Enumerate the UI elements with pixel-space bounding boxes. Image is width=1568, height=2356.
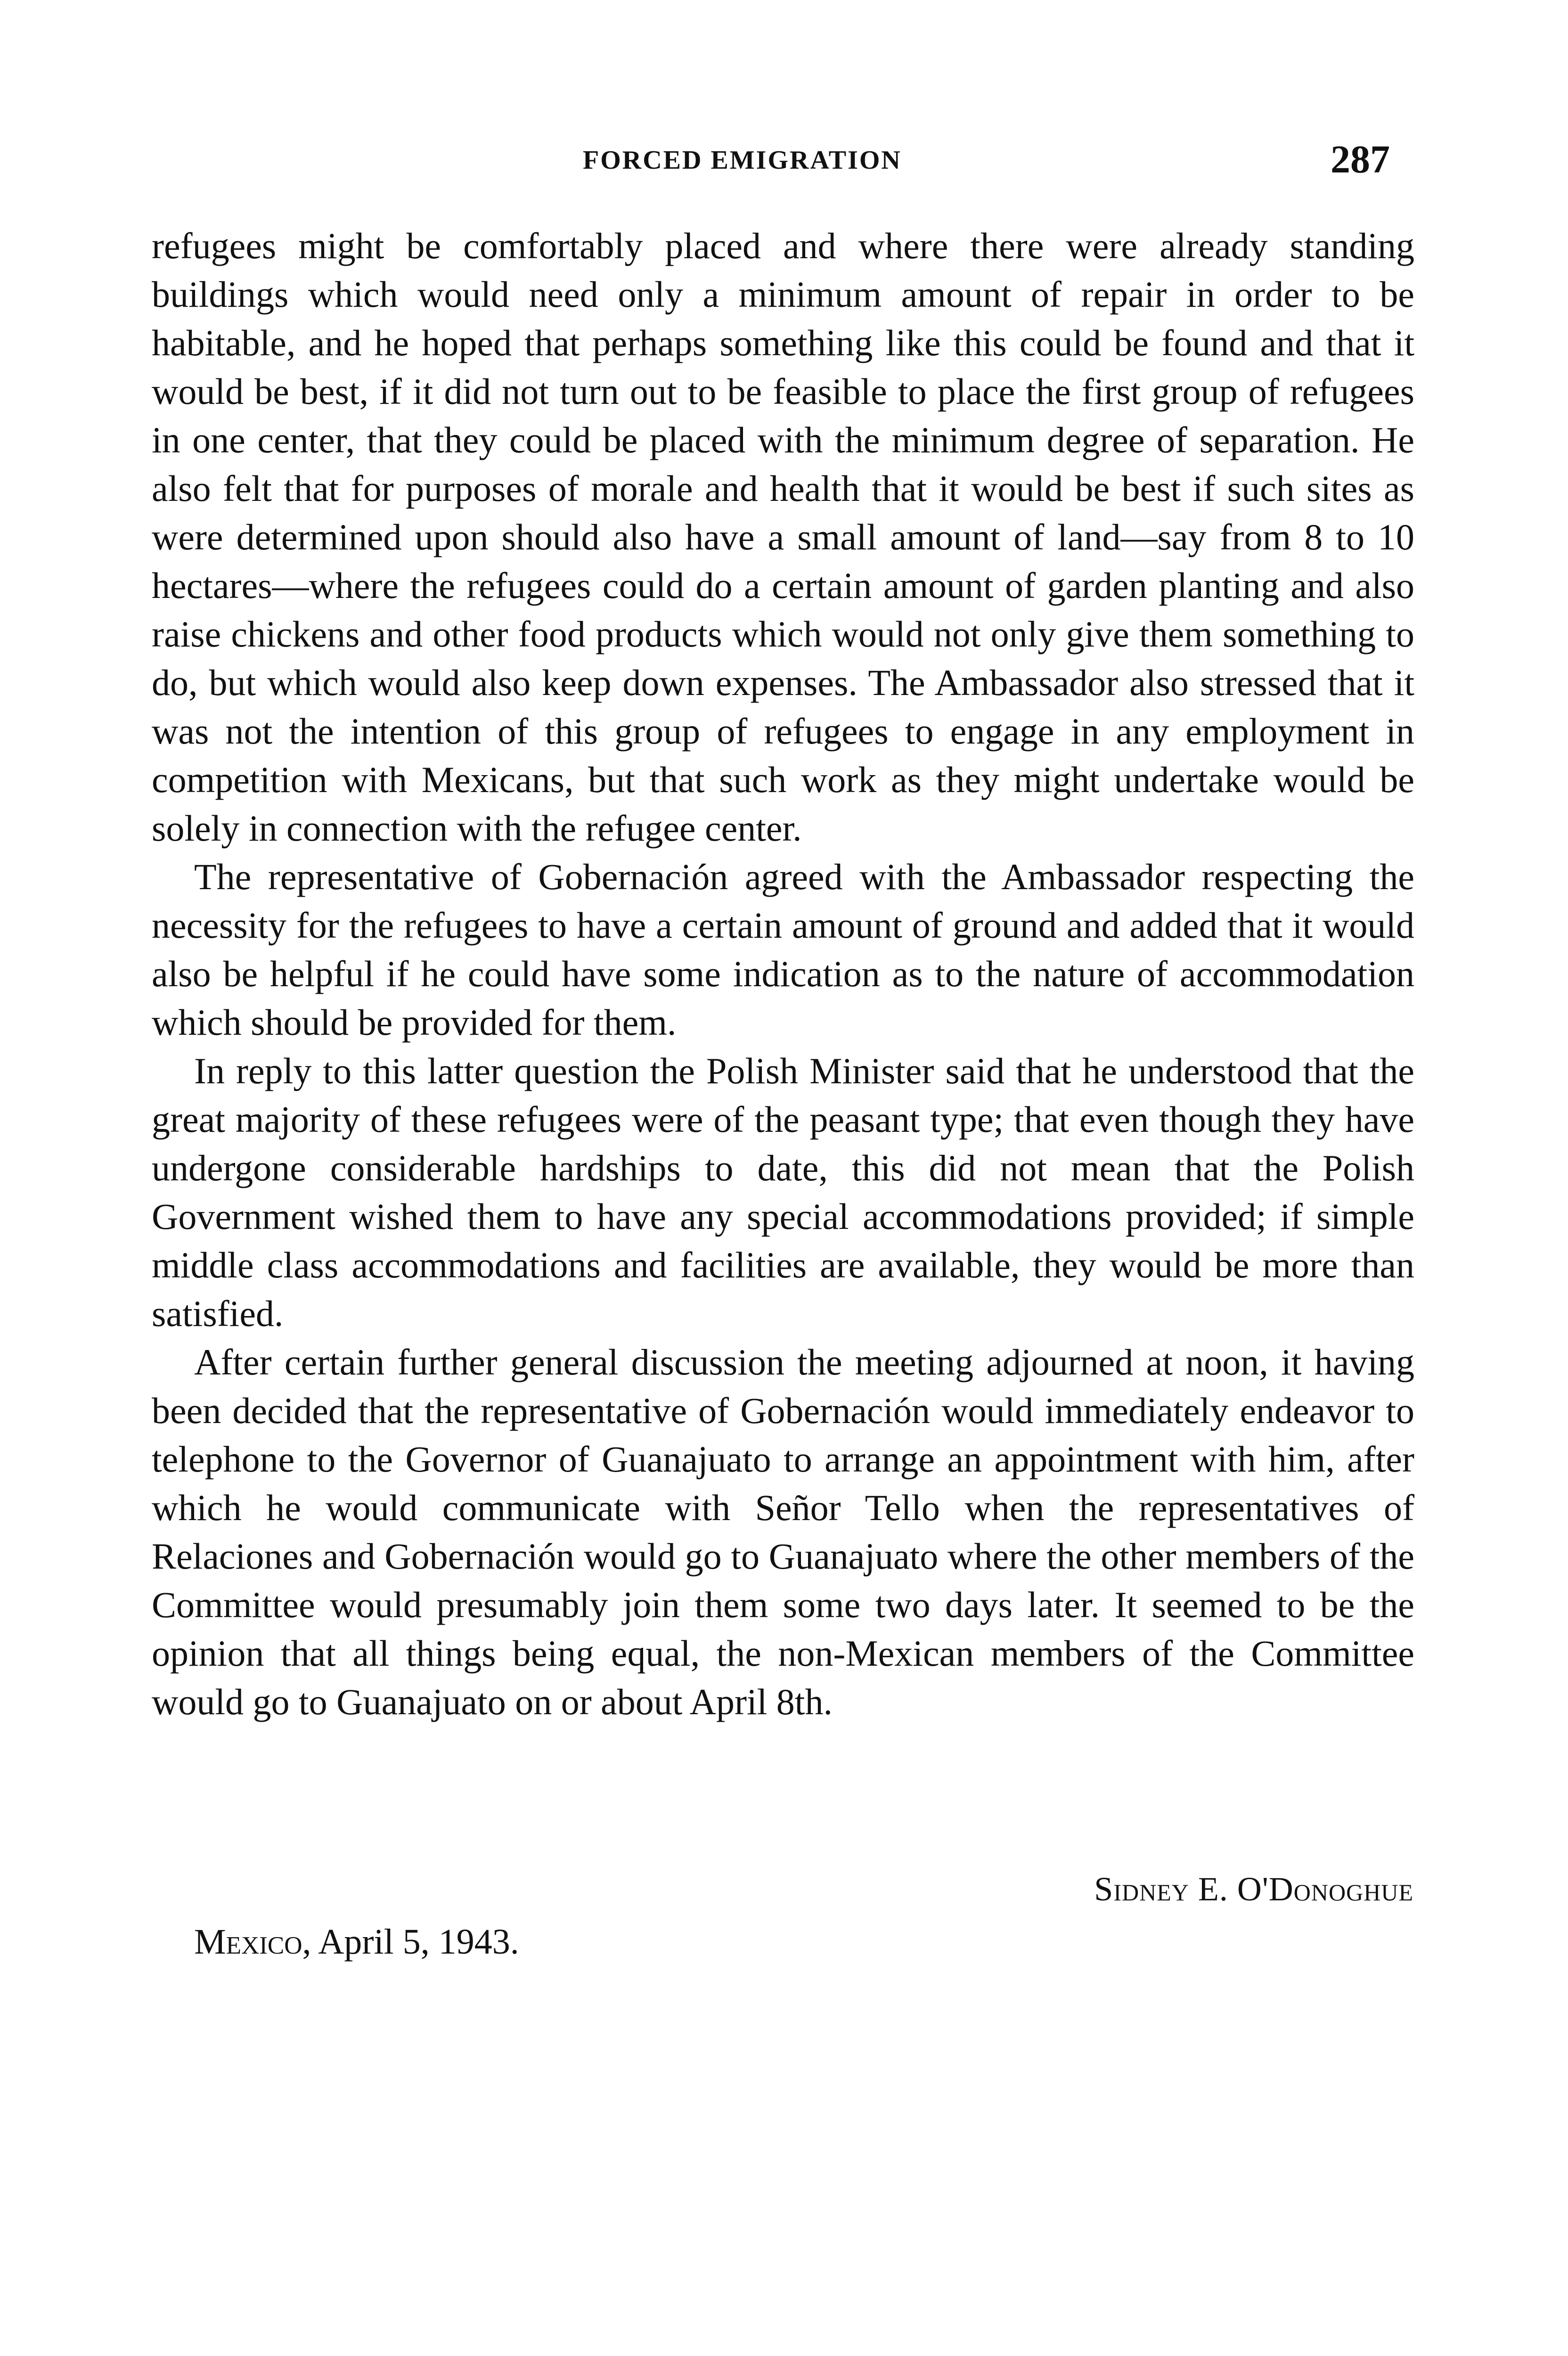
page-number: 287	[1331, 138, 1390, 181]
running-title: FORCED EMIGRATION	[583, 146, 902, 175]
paragraph-4: After certain further general discussion the meeting adjourned at noon, it having been decided that the representative of Gobernación would immediately endeavor to telephone to the Governor of Guanajuato to arrange an appointment with him, after which he would communicate with Señor Tello when the representatives of Relaciones and Gobernación would go to Guanajuato where the other members of the Committee would presumably join them some two days later. It seemed to be the opinion that all things being equal, the non-Mexican members of the Committee would go to Guanajuato on or about April 8th.	[152, 1342, 1414, 1722]
signature: Sidney E. O'Donoghue	[1094, 1870, 1413, 1908]
dateline-date: April 5, 1943.	[318, 1922, 519, 1962]
dateline	[194, 1922, 519, 1963]
paragraph-2: The representative of Gobernación agreed with the Ambassador respecting the necessity for the refugees to have a certain amount of ground and added that it would also be helpful if he could have some indication as to the nature of accommodation which should be provided for them.	[152, 856, 1414, 1043]
body-text	[152, 221, 1414, 1726]
paragraph-1: refugees might be comfortably placed and where there were already standing buildings which would need only a minimum amount of repair in order to be habitable, and he hoped that perhaps something like this could be found and that it would be best, if it did not turn out to be feasible to place the first group of refugees in one center, that they could be placed with the minimum degree of separation. He also felt that for purposes of morale and health that it would be best if such sites as were determined upon should also have a small amount of land—say from 8 to 10 hectares—where the refugees could do a certain amount of garden planting and also raise chickens and other food products which would not only give them something to do, but which would also keep down expenses. The Ambassador also stressed that it was not the intention of this group of refugees to engage in any employment in competition with Mexicans, but that such work as they might undertake would be solely in connection with the refugee center.	[152, 225, 1414, 849]
dateline-place: Mexico,	[194, 1922, 311, 1962]
paragraph-3: In reply to this latter question the Polish Minister said that he understood that the great majority of these refugees were of the peasant type; that even though they have undergone considerable hardships to date, this did not mean that the Polish Government wished them to have any special accommodations provided; if simple middle class accommodations and facilities are available, they would be more than satisfied.	[152, 1050, 1414, 1334]
